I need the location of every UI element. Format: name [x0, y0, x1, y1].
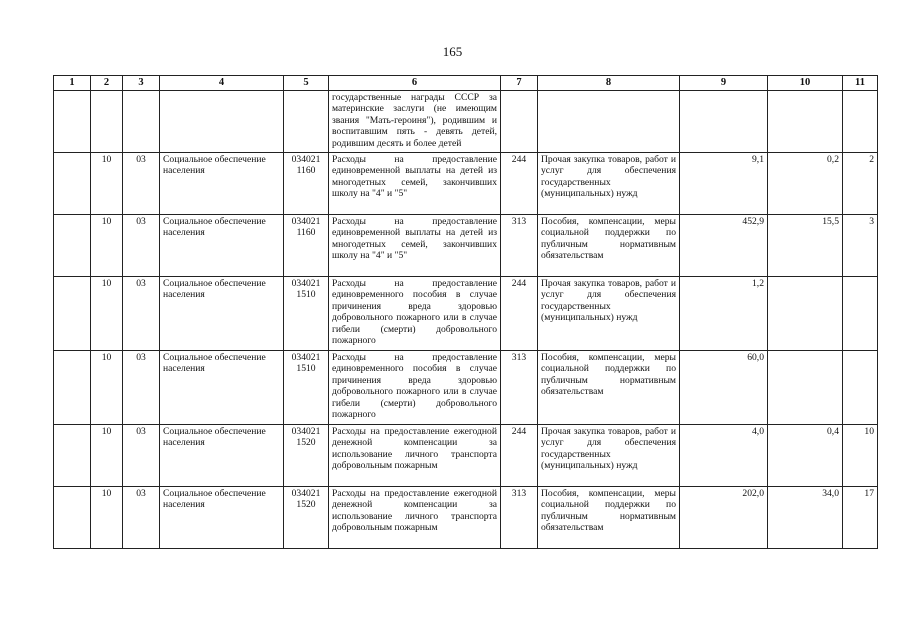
section-code-cell: 10	[91, 153, 123, 215]
subsection-code-cell: 03	[123, 277, 160, 351]
expense-type-name-cell: Прочая закупка товаров, работ и услуг для обеспечения государственных (муниципальных) нужд	[538, 277, 680, 351]
amount-cell: 0,2	[768, 153, 843, 215]
subsection-code-cell: 03	[123, 425, 160, 487]
subsection-code-cell: 03	[123, 153, 160, 215]
target-article-cell: 034021 1520	[284, 425, 329, 487]
count-cell	[843, 351, 878, 425]
amount-cell: 60,0	[680, 351, 768, 425]
amount-cell: 452,9	[680, 215, 768, 277]
expense-type-code-cell: 313	[501, 215, 538, 277]
expense-type-code-cell: 244	[501, 153, 538, 215]
page-number: 165	[442, 44, 463, 59]
target-article-cell: 034021 1510	[284, 277, 329, 351]
expense-description-cell: Расходы на предоставление единовременного пособия в случае причинения вреда здоровью добровольного пожарного или в случае гибели (смерти) добровольного пожарного	[329, 351, 501, 425]
expense-description-cell: Расходы на предоставление единовременной выплаты на детей из многодетных семей, закончивших школу на "4" и "5"	[329, 215, 501, 277]
expense-type-code-cell: 244	[501, 277, 538, 351]
amount-cell: 34,0	[768, 487, 843, 549]
count-cell	[843, 277, 878, 351]
table-row	[54, 277, 878, 351]
amount-cell: 4,0	[680, 425, 768, 487]
section-name-cell: Социальное обеспечение населения	[160, 425, 284, 487]
count-cell: 2	[843, 153, 878, 215]
continuation-row	[54, 91, 878, 153]
table-cell	[538, 91, 680, 153]
section-name-cell: Социальное обеспечение населения	[160, 277, 284, 351]
expense-type-name-cell: Прочая закупка товаров, работ и услуг для обеспечения государственных (муниципальных) нужд	[538, 425, 680, 487]
table-cell	[54, 91, 91, 153]
table-cell	[680, 91, 768, 153]
table-cell	[91, 91, 123, 153]
section-name-cell: Социальное обеспечение населения	[160, 215, 284, 277]
table-cell	[54, 351, 91, 425]
target-article-cell: 034021 1510	[284, 351, 329, 425]
table-cell	[768, 91, 843, 153]
section-code-cell: 10	[91, 351, 123, 425]
section-name-cell: Социальное обеспечение населения	[160, 153, 284, 215]
column-header: 9	[680, 76, 768, 91]
table-cell	[843, 91, 878, 153]
section-code-cell: 10	[91, 425, 123, 487]
target-article-cell: 034021 1160	[284, 215, 329, 277]
table-cell	[54, 487, 91, 549]
amount-cell	[768, 351, 843, 425]
expense-type-code-cell: 313	[501, 487, 538, 549]
column-header: 4	[160, 76, 284, 91]
amount-cell: 202,0	[680, 487, 768, 549]
column-header: 5	[284, 76, 329, 91]
section-code-cell: 10	[91, 487, 123, 549]
column-header: 3	[123, 76, 160, 91]
subsection-code-cell: 03	[123, 351, 160, 425]
table-row	[54, 351, 878, 425]
amount-cell: 1,2	[680, 277, 768, 351]
column-header: 1	[54, 76, 91, 91]
table-row	[54, 153, 878, 215]
subsection-code-cell: 03	[123, 487, 160, 549]
amount-cell: 9,1	[680, 153, 768, 215]
count-cell: 10	[843, 425, 878, 487]
table-cell	[123, 91, 160, 153]
column-header: 7	[501, 76, 538, 91]
amount-cell	[768, 277, 843, 351]
column-header: 2	[91, 76, 123, 91]
amount-cell: 0,4	[768, 425, 843, 487]
expense-type-name-cell: Пособия, компенсации, меры социальной поддержки по публичным нормативным обязательствам	[538, 215, 680, 277]
target-article-cell: 034021 1160	[284, 153, 329, 215]
table-row	[54, 425, 878, 487]
expense-type-name-cell: Пособия, компенсации, меры социальной поддержки по публичным нормативным обязательствам	[538, 351, 680, 425]
table-cell	[54, 153, 91, 215]
expense-description-cell: государственные награды СССР за материнские заслуги (не имеющим звания "Мать-героиня"), родившим и воспитавшим пять - девять детей, родившим десять и более детей	[329, 91, 501, 153]
count-cell: 3	[843, 215, 878, 277]
count-cell: 17	[843, 487, 878, 549]
table-cell	[160, 91, 284, 153]
column-header: 10	[768, 76, 843, 91]
expense-description-cell: Расходы на предоставление единовременного пособия в случае причинения вреда здоровью добровольного пожарного или в случае гибели (смерти) добровольного пожарного	[329, 277, 501, 351]
amount-cell: 15,5	[768, 215, 843, 277]
budget-table	[53, 75, 878, 549]
expense-description-cell: Расходы на предоставление ежегодной денежной компенсации за использование личного транспорта добровольным пожарным	[329, 425, 501, 487]
subsection-code-cell: 03	[123, 215, 160, 277]
expense-description-cell: Расходы на предоставление единовременной выплаты на детей из многодетных семей, закончивших школу на "4" и "5"	[329, 153, 501, 215]
section-code-cell: 10	[91, 215, 123, 277]
table-row	[54, 487, 878, 549]
section-name-cell: Социальное обеспечение населения	[160, 351, 284, 425]
table-cell	[501, 91, 538, 153]
table-row	[54, 215, 878, 277]
column-header: 8	[538, 76, 680, 91]
table-cell	[54, 277, 91, 351]
table-cell	[284, 91, 329, 153]
section-name-cell: Социальное обеспечение населения	[160, 487, 284, 549]
column-header: 11	[843, 76, 878, 91]
expense-type-name-cell: Прочая закупка товаров, работ и услуг для обеспечения государственных (муниципальных) нужд	[538, 153, 680, 215]
section-code-cell: 10	[91, 277, 123, 351]
header-row	[54, 76, 878, 91]
expense-description-cell: Расходы на предоставление ежегодной денежной компенсации за использование личного транспорта добровольным пожарным	[329, 487, 501, 549]
expense-type-name-cell: Пособия, компенсации, меры социальной поддержки по публичным нормативным обязательствам	[538, 487, 680, 549]
column-header: 6	[329, 76, 501, 91]
expense-type-code-cell: 244	[501, 425, 538, 487]
table-cell	[54, 215, 91, 277]
expense-type-code-cell: 313	[501, 351, 538, 425]
target-article-cell: 034021 1520	[284, 487, 329, 549]
table-cell	[54, 425, 91, 487]
